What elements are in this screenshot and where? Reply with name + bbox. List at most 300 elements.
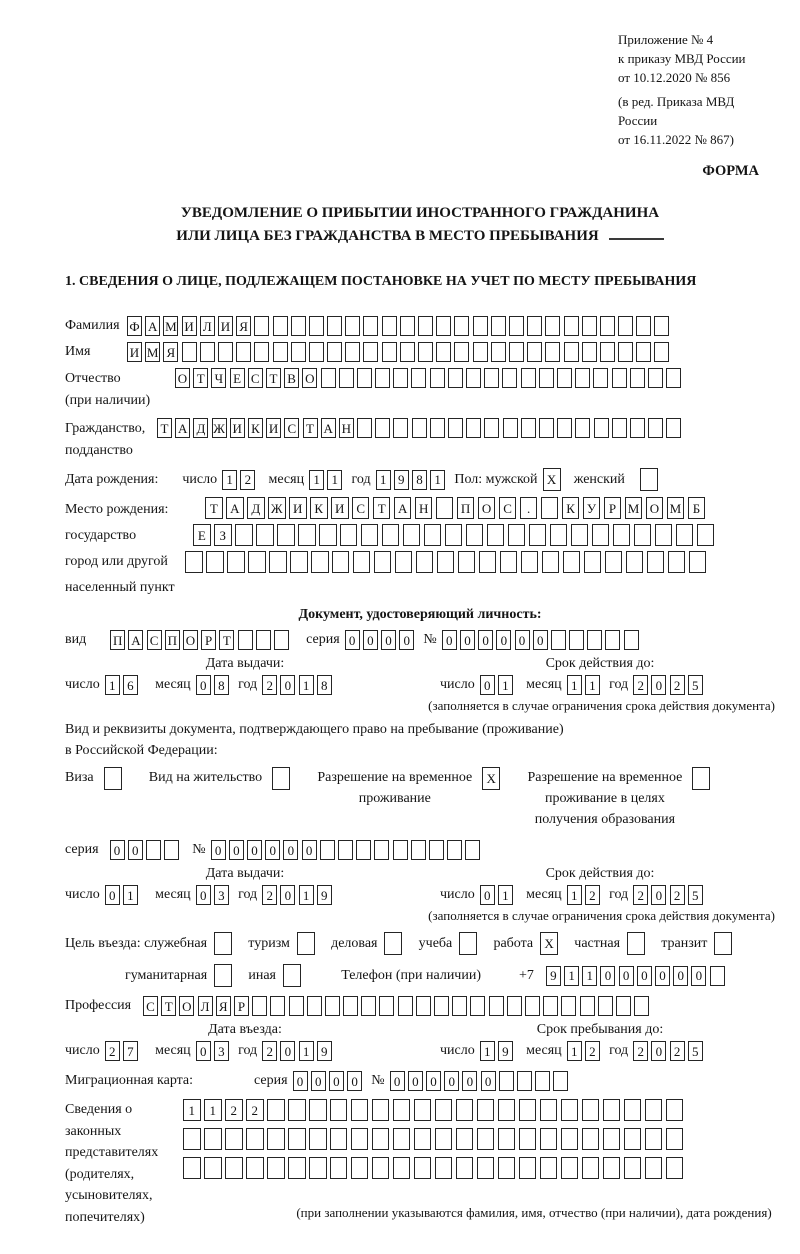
char-box[interactable] bbox=[498, 1099, 516, 1121]
char-box[interactable]: 5 bbox=[688, 1041, 703, 1061]
char-box[interactable] bbox=[491, 342, 506, 362]
char-box[interactable] bbox=[204, 1157, 222, 1179]
char-box[interactable] bbox=[338, 840, 353, 860]
char-box[interactable]: 1 bbox=[498, 675, 513, 695]
char-box[interactable] bbox=[185, 551, 203, 573]
char-box[interactable] bbox=[540, 1099, 558, 1121]
char-box[interactable] bbox=[256, 524, 274, 546]
char-box[interactable] bbox=[289, 996, 304, 1016]
char-box[interactable] bbox=[582, 342, 597, 362]
char-box[interactable] bbox=[509, 316, 524, 336]
char-box[interactable] bbox=[238, 630, 253, 650]
char-box[interactable] bbox=[267, 1128, 285, 1150]
char-box[interactable]: И bbox=[218, 316, 233, 336]
char-box[interactable] bbox=[343, 996, 358, 1016]
char-box[interactable]: 0 bbox=[280, 885, 295, 905]
char-box[interactable] bbox=[164, 840, 179, 860]
char-box[interactable]: Е bbox=[230, 368, 245, 388]
char-box[interactable]: 0 bbox=[480, 885, 495, 905]
char-box[interactable] bbox=[270, 996, 285, 1016]
char-box[interactable] bbox=[256, 630, 271, 650]
char-box[interactable]: З bbox=[214, 524, 232, 546]
char-box[interactable] bbox=[561, 1157, 579, 1179]
char-box[interactable]: О bbox=[175, 368, 190, 388]
char-box[interactable] bbox=[227, 551, 245, 573]
char-box[interactable] bbox=[668, 551, 686, 573]
char-box[interactable] bbox=[636, 316, 651, 336]
char-box[interactable] bbox=[416, 551, 434, 573]
char-box[interactable]: С bbox=[284, 418, 299, 438]
char-box[interactable]: 3 bbox=[214, 885, 229, 905]
char-box[interactable] bbox=[645, 1157, 663, 1179]
char-box[interactable]: 1 bbox=[567, 1041, 582, 1061]
char-box[interactable]: 0 bbox=[651, 885, 666, 905]
char-box[interactable] bbox=[297, 932, 315, 955]
char-box[interactable]: 0 bbox=[460, 630, 475, 650]
char-box[interactable]: 2 bbox=[633, 1041, 648, 1061]
char-box[interactable] bbox=[507, 996, 522, 1016]
char-box[interactable] bbox=[356, 840, 371, 860]
char-box[interactable] bbox=[527, 316, 542, 336]
char-box[interactable] bbox=[630, 418, 645, 438]
char-box[interactable]: А bbox=[394, 497, 412, 519]
char-box[interactable] bbox=[447, 840, 462, 860]
char-box[interactable]: X bbox=[543, 468, 561, 491]
char-box[interactable] bbox=[521, 368, 536, 388]
char-box[interactable] bbox=[435, 1099, 453, 1121]
char-box[interactable]: 0 bbox=[533, 630, 548, 650]
char-box[interactable] bbox=[206, 551, 224, 573]
char-box[interactable] bbox=[466, 418, 481, 438]
char-box[interactable] bbox=[430, 418, 445, 438]
char-box[interactable]: А bbox=[175, 418, 190, 438]
char-box[interactable] bbox=[384, 932, 402, 955]
char-box[interactable] bbox=[517, 1071, 532, 1091]
char-box[interactable] bbox=[288, 1099, 306, 1121]
char-box[interactable]: 0 bbox=[363, 630, 378, 650]
char-box[interactable] bbox=[689, 551, 707, 573]
char-box[interactable]: Ч bbox=[211, 368, 226, 388]
char-box[interactable]: 8 bbox=[317, 675, 332, 695]
char-box[interactable] bbox=[563, 551, 581, 573]
char-box[interactable] bbox=[374, 551, 392, 573]
char-box[interactable] bbox=[466, 368, 481, 388]
char-box[interactable] bbox=[325, 996, 340, 1016]
char-box[interactable] bbox=[630, 368, 645, 388]
char-box[interactable] bbox=[452, 996, 467, 1016]
char-box[interactable] bbox=[418, 316, 433, 336]
char-box[interactable] bbox=[648, 368, 663, 388]
char-box[interactable]: 2 bbox=[670, 885, 685, 905]
char-box[interactable] bbox=[569, 630, 584, 650]
char-box[interactable]: Л bbox=[198, 996, 213, 1016]
char-box[interactable]: 1 bbox=[480, 1041, 495, 1061]
char-box[interactable]: 1 bbox=[299, 885, 314, 905]
char-box[interactable] bbox=[521, 418, 536, 438]
char-box[interactable] bbox=[529, 524, 547, 546]
char-box[interactable]: 2 bbox=[105, 1041, 120, 1061]
char-box[interactable] bbox=[655, 524, 673, 546]
char-box[interactable] bbox=[436, 497, 454, 519]
char-box[interactable]: 0 bbox=[600, 966, 615, 986]
char-box[interactable] bbox=[489, 996, 504, 1016]
char-box[interactable] bbox=[648, 418, 663, 438]
char-box[interactable] bbox=[183, 1128, 201, 1150]
char-box[interactable] bbox=[539, 418, 554, 438]
char-box[interactable] bbox=[274, 630, 289, 650]
char-box[interactable]: Т bbox=[205, 497, 223, 519]
char-box[interactable] bbox=[456, 1099, 474, 1121]
char-box[interactable] bbox=[267, 1099, 285, 1121]
char-box[interactable] bbox=[400, 316, 415, 336]
char-box[interactable] bbox=[603, 1128, 621, 1150]
char-box[interactable]: 0 bbox=[481, 1071, 496, 1091]
char-box[interactable] bbox=[351, 1099, 369, 1121]
char-box[interactable]: 0 bbox=[408, 1071, 423, 1091]
char-box[interactable] bbox=[200, 342, 215, 362]
char-box[interactable]: А bbox=[321, 418, 336, 438]
char-box[interactable]: 0 bbox=[390, 1071, 405, 1091]
char-box[interactable] bbox=[509, 342, 524, 362]
char-box[interactable] bbox=[351, 1128, 369, 1150]
char-box[interactable] bbox=[414, 1128, 432, 1150]
char-box[interactable] bbox=[225, 1157, 243, 1179]
char-box[interactable] bbox=[542, 551, 560, 573]
char-box[interactable]: 9 bbox=[546, 966, 561, 986]
char-box[interactable] bbox=[557, 368, 572, 388]
char-box[interactable] bbox=[477, 1128, 495, 1150]
char-box[interactable] bbox=[535, 1071, 550, 1091]
char-box[interactable]: 1 bbox=[567, 675, 582, 695]
char-box[interactable] bbox=[624, 630, 639, 650]
char-box[interactable] bbox=[246, 1157, 264, 1179]
char-box[interactable] bbox=[448, 418, 463, 438]
char-box[interactable] bbox=[374, 840, 389, 860]
char-box[interactable] bbox=[375, 418, 390, 438]
char-box[interactable]: 0 bbox=[399, 630, 414, 650]
char-box[interactable]: О bbox=[478, 497, 496, 519]
char-box[interactable] bbox=[345, 316, 360, 336]
char-box[interactable] bbox=[393, 418, 408, 438]
char-box[interactable]: 0 bbox=[444, 1071, 459, 1091]
char-box[interactable]: 0 bbox=[691, 966, 706, 986]
char-box[interactable] bbox=[357, 418, 372, 438]
char-box[interactable] bbox=[351, 1157, 369, 1179]
char-box[interactable]: Л bbox=[200, 316, 215, 336]
char-box[interactable] bbox=[645, 1099, 663, 1121]
char-box[interactable] bbox=[627, 932, 645, 955]
char-box[interactable]: О bbox=[183, 630, 198, 650]
char-box[interactable] bbox=[309, 316, 324, 336]
char-box[interactable] bbox=[218, 342, 233, 362]
char-box[interactable]: 0 bbox=[302, 840, 317, 860]
char-box[interactable] bbox=[436, 342, 451, 362]
char-box[interactable]: 0 bbox=[480, 675, 495, 695]
char-box[interactable] bbox=[393, 368, 408, 388]
char-box[interactable]: 0 bbox=[196, 1041, 211, 1061]
char-box[interactable] bbox=[616, 996, 631, 1016]
char-box[interactable]: М bbox=[667, 497, 685, 519]
char-box[interactable]: М bbox=[625, 497, 643, 519]
char-box[interactable] bbox=[272, 767, 290, 790]
char-box[interactable] bbox=[330, 1157, 348, 1179]
char-box[interactable] bbox=[575, 418, 590, 438]
char-box[interactable]: 9 bbox=[317, 1041, 332, 1061]
char-box[interactable]: 6 bbox=[123, 675, 138, 695]
char-box[interactable] bbox=[382, 524, 400, 546]
char-box[interactable]: 2 bbox=[262, 885, 277, 905]
char-box[interactable]: 0 bbox=[110, 840, 125, 860]
char-box[interactable]: 5 bbox=[688, 675, 703, 695]
char-box[interactable]: И bbox=[127, 342, 142, 362]
char-box[interactable]: 2 bbox=[670, 675, 685, 695]
char-box[interactable] bbox=[246, 1128, 264, 1150]
char-box[interactable] bbox=[363, 342, 378, 362]
char-box[interactable]: 0 bbox=[462, 1071, 477, 1091]
char-box[interactable] bbox=[332, 551, 350, 573]
char-box[interactable] bbox=[561, 1099, 579, 1121]
char-box[interactable]: X bbox=[482, 767, 500, 790]
char-box[interactable]: 2 bbox=[633, 885, 648, 905]
char-box[interactable] bbox=[319, 524, 337, 546]
char-box[interactable] bbox=[527, 342, 542, 362]
char-box[interactable] bbox=[580, 996, 595, 1016]
char-box[interactable]: 7 bbox=[123, 1041, 138, 1061]
char-box[interactable] bbox=[339, 368, 354, 388]
char-box[interactable] bbox=[382, 342, 397, 362]
char-box[interactable] bbox=[676, 524, 694, 546]
char-box[interactable]: 0 bbox=[311, 1071, 326, 1091]
char-box[interactable] bbox=[393, 1157, 411, 1179]
char-box[interactable] bbox=[454, 316, 469, 336]
char-box[interactable]: А bbox=[128, 630, 143, 650]
char-box[interactable]: 0 bbox=[673, 966, 688, 986]
char-box[interactable] bbox=[593, 368, 608, 388]
char-box[interactable] bbox=[309, 342, 324, 362]
char-box[interactable]: С bbox=[499, 497, 517, 519]
char-box[interactable] bbox=[543, 996, 558, 1016]
char-box[interactable]: С bbox=[147, 630, 162, 650]
char-box[interactable] bbox=[361, 996, 376, 1016]
char-box[interactable] bbox=[340, 524, 358, 546]
char-box[interactable] bbox=[470, 996, 485, 1016]
char-box[interactable] bbox=[666, 418, 681, 438]
char-box[interactable] bbox=[500, 551, 518, 573]
char-box[interactable] bbox=[484, 368, 499, 388]
char-box[interactable]: 0 bbox=[619, 966, 634, 986]
char-box[interactable] bbox=[594, 418, 609, 438]
char-box[interactable] bbox=[603, 1157, 621, 1179]
char-box[interactable] bbox=[564, 316, 579, 336]
char-box[interactable] bbox=[465, 840, 480, 860]
char-box[interactable] bbox=[508, 524, 526, 546]
char-box[interactable] bbox=[459, 932, 477, 955]
char-box[interactable]: 0 bbox=[496, 630, 511, 650]
char-box[interactable] bbox=[320, 840, 335, 860]
char-box[interactable] bbox=[561, 1128, 579, 1150]
char-box[interactable]: 9 bbox=[317, 885, 332, 905]
char-box[interactable]: 2 bbox=[262, 675, 277, 695]
char-box[interactable] bbox=[540, 1128, 558, 1150]
char-box[interactable] bbox=[273, 342, 288, 362]
char-box[interactable] bbox=[416, 996, 431, 1016]
char-box[interactable] bbox=[214, 932, 232, 955]
char-box[interactable] bbox=[575, 368, 590, 388]
char-box[interactable] bbox=[456, 1157, 474, 1179]
char-box[interactable] bbox=[564, 342, 579, 362]
char-box[interactable]: 0 bbox=[442, 630, 457, 650]
char-box[interactable]: С bbox=[352, 497, 370, 519]
char-box[interactable]: С bbox=[248, 368, 263, 388]
char-box[interactable]: К bbox=[562, 497, 580, 519]
char-box[interactable] bbox=[645, 1128, 663, 1150]
char-box[interactable] bbox=[273, 316, 288, 336]
char-box[interactable] bbox=[269, 551, 287, 573]
char-box[interactable] bbox=[254, 316, 269, 336]
char-box[interactable] bbox=[545, 316, 560, 336]
char-box[interactable] bbox=[290, 551, 308, 573]
char-box[interactable] bbox=[647, 551, 665, 573]
char-box[interactable] bbox=[654, 342, 669, 362]
char-box[interactable] bbox=[414, 1157, 432, 1179]
char-box[interactable]: 0 bbox=[211, 840, 226, 860]
char-box[interactable]: 1 bbox=[105, 675, 120, 695]
char-box[interactable]: Д bbox=[193, 418, 208, 438]
char-box[interactable]: Н bbox=[339, 418, 354, 438]
char-box[interactable]: Т bbox=[157, 418, 172, 438]
char-box[interactable]: Т bbox=[266, 368, 281, 388]
char-box[interactable]: 2 bbox=[246, 1099, 264, 1121]
char-box[interactable] bbox=[473, 342, 488, 362]
char-box[interactable]: К bbox=[310, 497, 328, 519]
char-box[interactable] bbox=[225, 1128, 243, 1150]
char-box[interactable] bbox=[345, 342, 360, 362]
char-box[interactable] bbox=[550, 524, 568, 546]
char-box[interactable] bbox=[357, 368, 372, 388]
char-box[interactable] bbox=[539, 368, 554, 388]
char-box[interactable] bbox=[393, 840, 408, 860]
char-box[interactable] bbox=[666, 368, 681, 388]
char-box[interactable]: 2 bbox=[262, 1041, 277, 1061]
char-box[interactable]: М bbox=[163, 316, 178, 336]
char-box[interactable]: 9 bbox=[498, 1041, 513, 1061]
char-box[interactable] bbox=[612, 418, 627, 438]
char-box[interactable] bbox=[499, 1071, 514, 1091]
char-box[interactable] bbox=[327, 316, 342, 336]
char-box[interactable] bbox=[353, 551, 371, 573]
char-box[interactable] bbox=[525, 996, 540, 1016]
char-box[interactable]: П bbox=[165, 630, 180, 650]
char-box[interactable] bbox=[582, 1128, 600, 1150]
char-box[interactable] bbox=[491, 316, 506, 336]
char-box[interactable] bbox=[434, 996, 449, 1016]
char-box[interactable]: Я bbox=[216, 996, 231, 1016]
char-box[interactable] bbox=[640, 468, 658, 491]
char-box[interactable]: 0 bbox=[293, 1071, 308, 1091]
char-box[interactable]: 1 bbox=[498, 885, 513, 905]
char-box[interactable] bbox=[277, 524, 295, 546]
char-box[interactable] bbox=[540, 1157, 558, 1179]
char-box[interactable]: 0 bbox=[283, 840, 298, 860]
char-box[interactable]: 0 bbox=[280, 1041, 295, 1061]
char-box[interactable] bbox=[445, 524, 463, 546]
char-box[interactable]: 1 bbox=[204, 1099, 222, 1121]
char-box[interactable]: 0 bbox=[515, 630, 530, 650]
char-box[interactable]: 0 bbox=[381, 630, 396, 650]
char-box[interactable]: И bbox=[331, 497, 349, 519]
char-box[interactable]: И bbox=[182, 316, 197, 336]
char-box[interactable]: 1 bbox=[567, 885, 582, 905]
char-box[interactable]: Ф bbox=[127, 316, 142, 336]
char-box[interactable]: 1 bbox=[309, 470, 324, 490]
char-box[interactable]: 1 bbox=[183, 1099, 201, 1121]
char-box[interactable]: П bbox=[110, 630, 125, 650]
char-box[interactable] bbox=[605, 630, 620, 650]
char-box[interactable]: 2 bbox=[633, 675, 648, 695]
char-box[interactable] bbox=[603, 1099, 621, 1121]
char-box[interactable] bbox=[624, 1157, 642, 1179]
char-box[interactable]: 1 bbox=[327, 470, 342, 490]
char-box[interactable]: Т bbox=[219, 630, 234, 650]
char-box[interactable]: 2 bbox=[225, 1099, 243, 1121]
char-box[interactable] bbox=[430, 368, 445, 388]
char-box[interactable] bbox=[361, 524, 379, 546]
char-box[interactable]: 1 bbox=[376, 470, 391, 490]
char-box[interactable]: 0 bbox=[329, 1071, 344, 1091]
char-box[interactable]: 9 bbox=[394, 470, 409, 490]
char-box[interactable]: Р bbox=[604, 497, 622, 519]
char-box[interactable]: У bbox=[583, 497, 601, 519]
char-box[interactable]: 1 bbox=[564, 966, 579, 986]
char-box[interactable] bbox=[654, 316, 669, 336]
char-box[interactable] bbox=[448, 368, 463, 388]
char-box[interactable] bbox=[624, 1128, 642, 1150]
char-box[interactable]: 1 bbox=[123, 885, 138, 905]
char-box[interactable]: Р bbox=[234, 996, 249, 1016]
char-box[interactable] bbox=[503, 418, 518, 438]
char-box[interactable] bbox=[454, 342, 469, 362]
char-box[interactable] bbox=[636, 342, 651, 362]
char-box[interactable] bbox=[104, 767, 122, 790]
char-box[interactable]: 0 bbox=[478, 630, 493, 650]
char-box[interactable] bbox=[557, 418, 572, 438]
char-box[interactable] bbox=[466, 524, 484, 546]
char-box[interactable]: 2 bbox=[240, 470, 255, 490]
char-box[interactable] bbox=[666, 1128, 684, 1150]
char-box[interactable] bbox=[437, 551, 455, 573]
char-box[interactable] bbox=[571, 524, 589, 546]
char-box[interactable] bbox=[582, 316, 597, 336]
char-box[interactable]: М bbox=[145, 342, 160, 362]
char-box[interactable] bbox=[666, 1099, 684, 1121]
char-box[interactable]: 0 bbox=[265, 840, 280, 860]
char-box[interactable] bbox=[582, 1157, 600, 1179]
char-box[interactable] bbox=[498, 1128, 516, 1150]
char-box[interactable]: П bbox=[457, 497, 475, 519]
char-box[interactable] bbox=[288, 1128, 306, 1150]
char-box[interactable]: 1 bbox=[582, 966, 597, 986]
char-box[interactable]: Б bbox=[688, 497, 706, 519]
char-box[interactable] bbox=[605, 551, 623, 573]
char-box[interactable] bbox=[418, 342, 433, 362]
char-box[interactable]: 3 bbox=[214, 1041, 229, 1061]
char-box[interactable] bbox=[146, 840, 161, 860]
char-box[interactable] bbox=[600, 342, 615, 362]
char-box[interactable]: В bbox=[284, 368, 299, 388]
char-box[interactable]: 1 bbox=[299, 1041, 314, 1061]
char-box[interactable]: 0 bbox=[345, 630, 360, 650]
char-box[interactable] bbox=[477, 1099, 495, 1121]
